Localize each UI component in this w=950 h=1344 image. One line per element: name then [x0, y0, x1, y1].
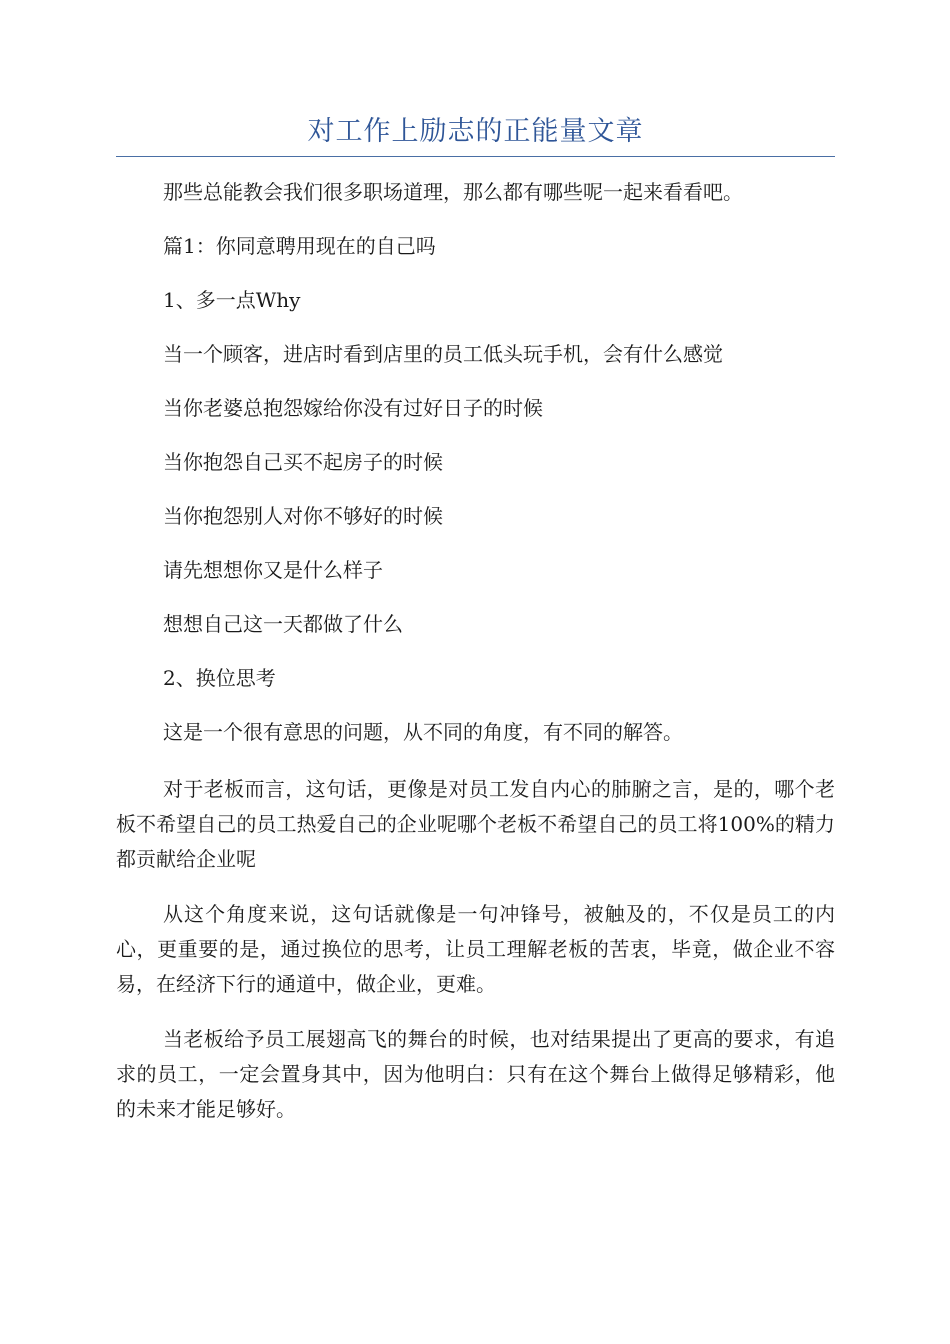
subheading: 2、换位思考: [163, 666, 276, 690]
paragraph: 请先想想你又是什么样子: [163, 558, 383, 582]
paragraph: 这是一个很有意思的问题，从不同的角度，有不同的解答。: [163, 720, 683, 744]
document-body: [116, 178, 835, 1147]
section-heading: 篇1：你同意聘用现在的自己吗: [163, 234, 436, 258]
paragraph: 当你抱怨自己买不起房子的时候: [163, 450, 443, 474]
paragraph: 当一个顾客，进店时看到店里的员工低头玩手机，会有什么感觉: [163, 342, 723, 366]
paragraph: 对于老板而言，这句话，更像是对员工发自内心的肺腑之言，是的，哪个老板不希望自己的员工热爱自己的企业呢哪个老板不希望自己的员工将100%的精力都贡献给企业呢: [116, 777, 835, 871]
intro-paragraph: 那些总能教会我们很多职场道理，那么都有哪些呢一起来看看吧。: [163, 180, 743, 204]
subheading: 1、多一点Why: [163, 288, 301, 312]
paragraph: 想想自己这一天都做了什么: [163, 612, 403, 636]
document-title: 对工作上励志的正能量文章: [307, 116, 644, 147]
paragraph: 从这个角度来说，这句话就像是一句冲锋号，被触及的，不仅是员工的内心，更重要的是，通过换位的思考，让员工理解老板的苦衷，毕竟，做企业不容易，在经济下行的通道中，做企业，更难。: [116, 902, 835, 996]
paragraph: 当老板给予员工展翅高飞的舞台的时候，也对结果提出了更高的要求，有追求的员工，一定会置身其中，因为他明白：只有在这个舞台上做得足够精彩，他的未来才能足够好。: [116, 1027, 835, 1121]
paragraph: 当你老婆总抱怨嫁给你没有过好日子的时候: [163, 396, 543, 420]
paragraph: 当你抱怨别人对你不够好的时候: [163, 504, 443, 528]
title-block: [116, 112, 835, 157]
